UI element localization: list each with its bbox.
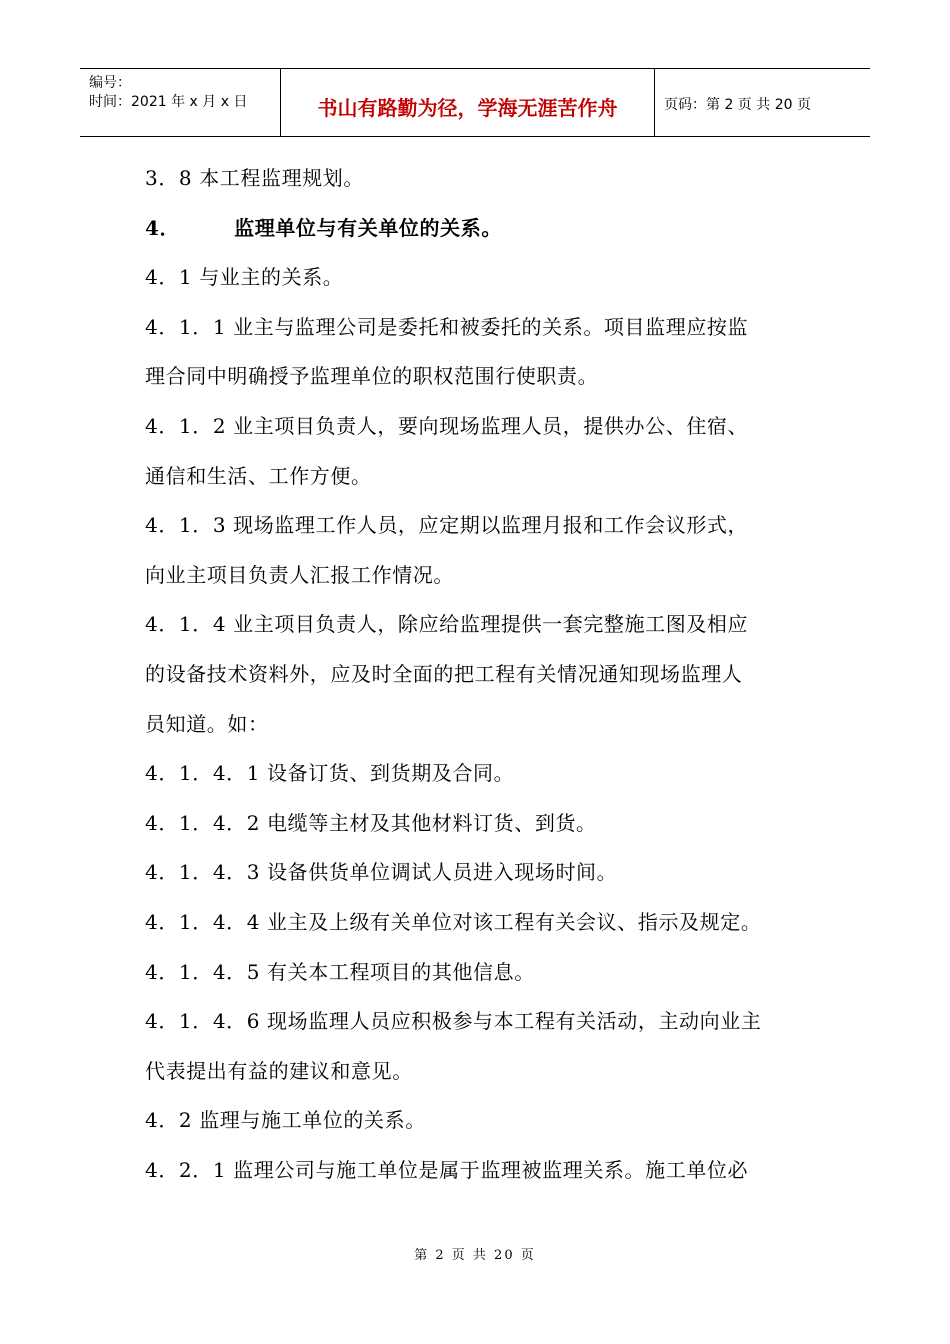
paragraph-line: 3．8 本工程监理规划。 <box>145 166 365 190</box>
header-motto-cell <box>281 69 655 136</box>
section-title: 监理单位与有关单位的关系。 <box>234 215 502 240</box>
paragraph-line: 4．2．1 监理公司与施工单位是属于监理被监理关系。施工单位必 <box>145 1157 749 1182</box>
document-body <box>145 166 815 1207</box>
paragraph-line: 向业主项目负责人汇报工作情况。 <box>145 562 454 587</box>
paragraph-line: 4．1 与业主的关系。 <box>145 265 344 290</box>
paragraph-line: 4．1．2 业主项目负责人，要向现场监理人员，提供办公、住宿、 <box>145 413 749 438</box>
paragraph-line: 员知道。如： <box>145 711 269 736</box>
paragraph-line: 4．1．4．3 设备供货单位调试人员进入现场时间。 <box>145 860 618 885</box>
paragraph-line: 4．1．4．1 设备订货、到货期及合同。 <box>145 761 515 786</box>
paragraph-line: 4．1．4 业主项目负责人，除应给监理提供一套完整施工图及相应 <box>145 612 749 637</box>
paragraph-line: 理合同中明确授予监理单位的职权范围行使职责。 <box>145 364 599 389</box>
paragraph-line: 代表提出有益的建议和意见。 <box>145 1058 413 1083</box>
header-table <box>80 68 870 137</box>
paragraph-line: 的设备技术资料外，应及时全面的把工程有关情况通知现场监理人 <box>145 661 743 686</box>
document-date-label: 时间：2021 年 x 月 x 日 <box>89 94 248 110</box>
paragraph-line: 4．1．3 现场监理工作人员，应定期以监理月报和工作会议形式， <box>145 513 749 538</box>
header-motto: 书山有路勤为径，学海无涯苦作舟 <box>317 96 618 120</box>
header-page-info: 页码：第 2 页 共 20 页 <box>664 97 811 113</box>
paragraph-line: 4．2 监理与施工单位的关系。 <box>145 1108 426 1133</box>
section-number: 4． <box>145 215 181 240</box>
paragraph-line: 4．1．4．2 电缆等主材及其他材料订货、到货。 <box>145 810 597 835</box>
paragraph-line: 4．1．1 业主与监理公司是委托和被委托的关系。项目监理应按监 <box>145 314 749 339</box>
page-footer: 第 2 页 共 20 页 <box>414 1248 536 1263</box>
document-number-label: 编号： <box>89 75 131 91</box>
paragraph-line: 4．1．4．5 有关本工程项目的其他信息。 <box>145 959 535 984</box>
paragraph-line: 4．1．4．6 现场监理人员应积极参与本工程有关活动，主动向业主 <box>145 1009 762 1034</box>
section-heading <box>145 216 815 266</box>
paragraph-line: 4．1．4．4 业主及上级有关单位对该工程有关会议、指示及规定。 <box>145 909 762 934</box>
header-meta-cell <box>80 69 281 136</box>
header-page-cell <box>655 69 870 136</box>
paragraph-line: 通信和生活、工作方便。 <box>145 463 372 488</box>
